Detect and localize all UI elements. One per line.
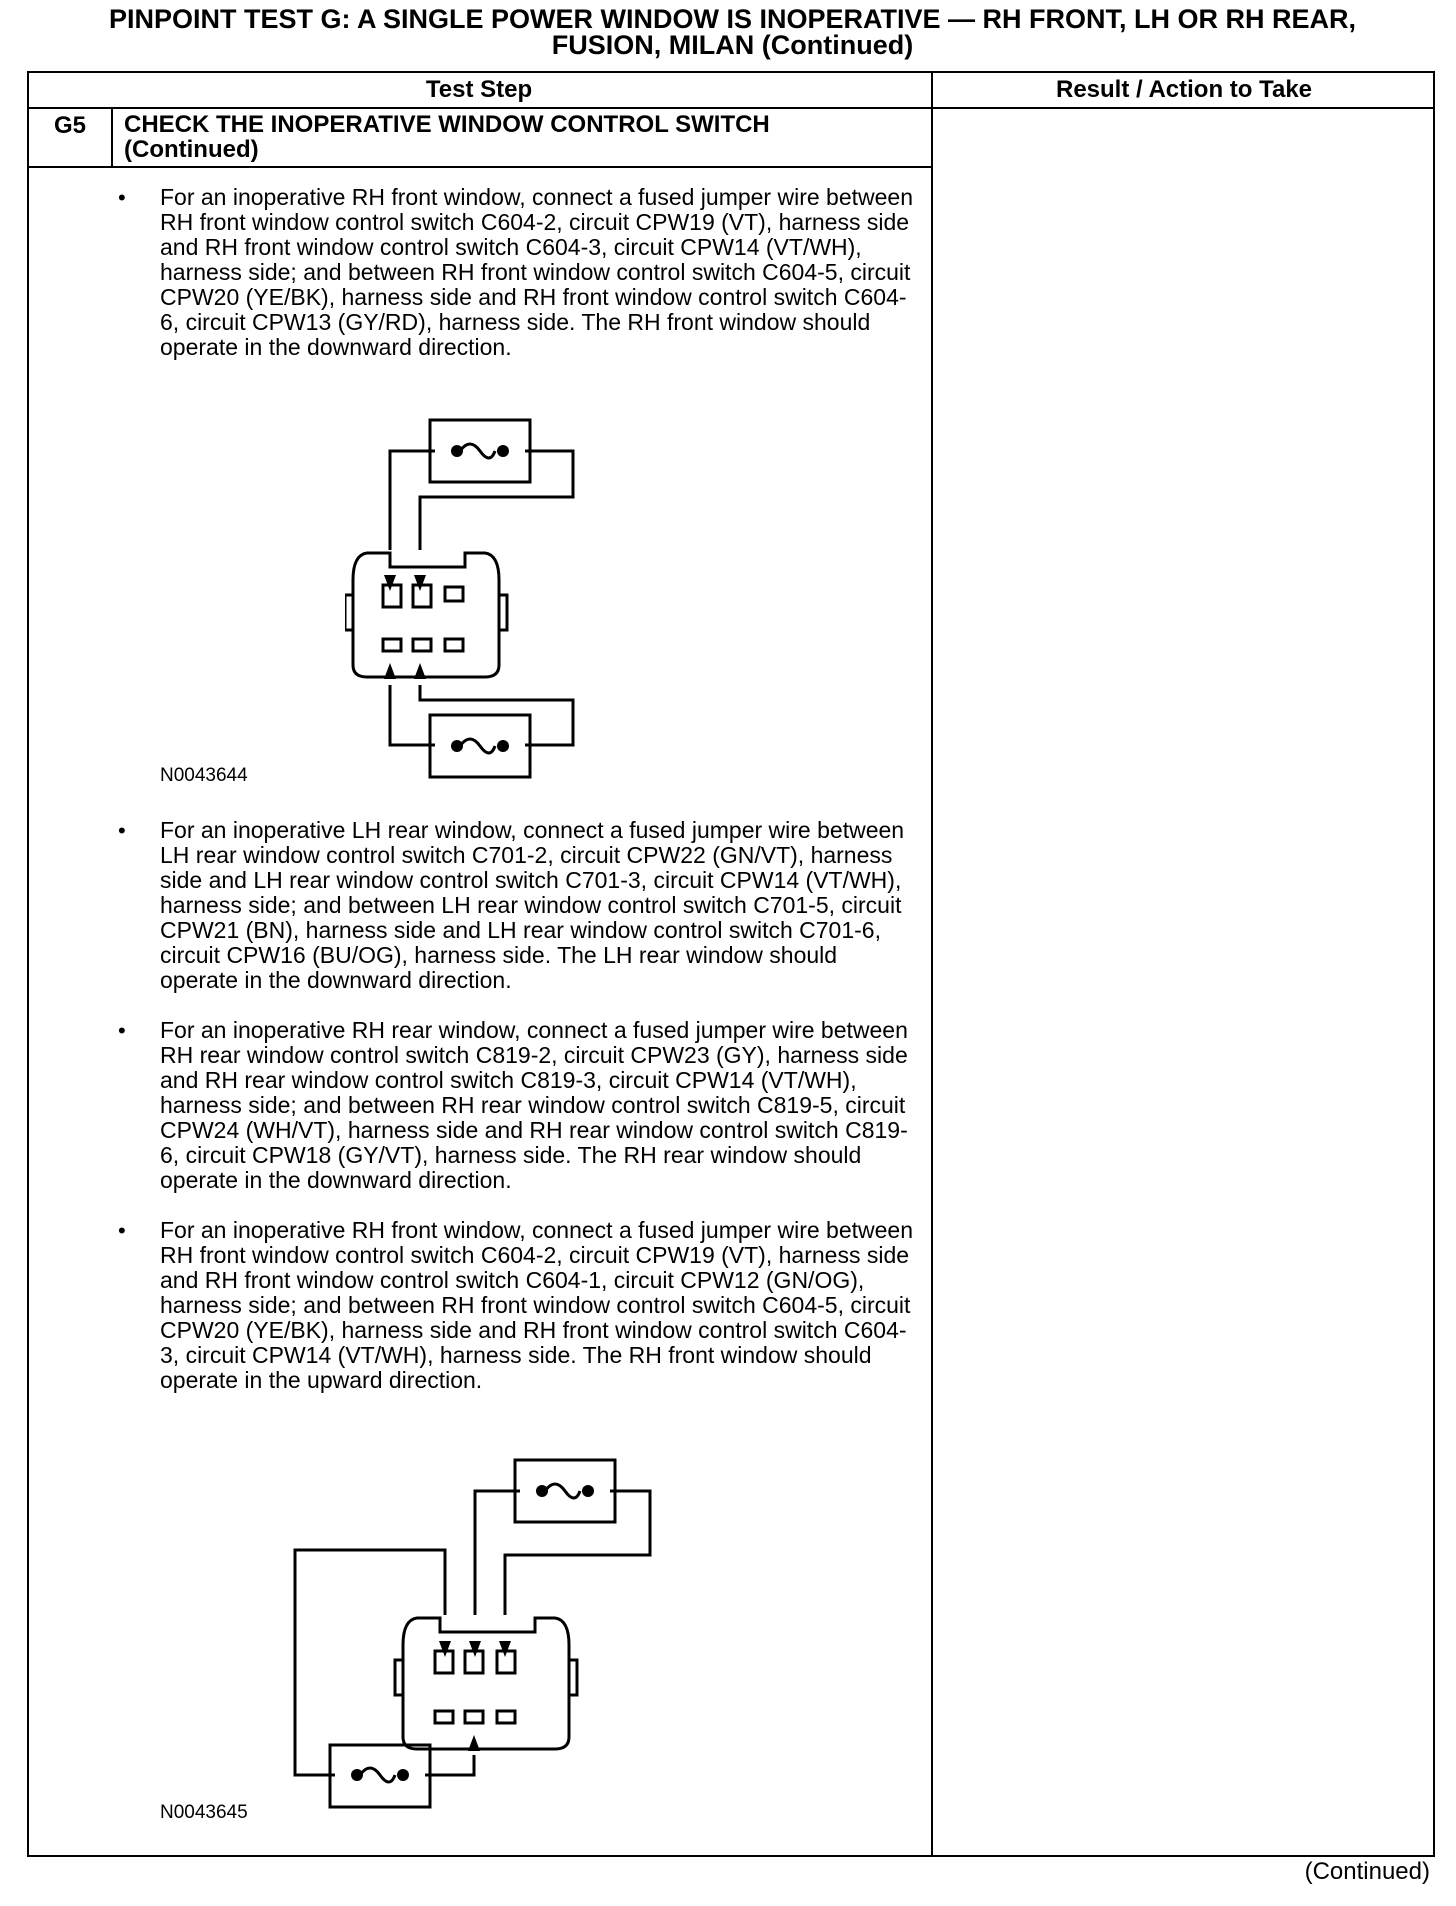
step-id-divider — [111, 107, 113, 167]
instruction-rh-rear-down: For an inoperative RH rear window, connect a fused jumper wire between RH rear window control switch C819-2, circuit CPW23 (GY), harness side and RH rear window control switch C819-3, circuit CPW14 (VT/WH), harness side; and between RH rear window control switch C819-5, circuit CPW24 (WH/VT), harness side and RH rear window control switch C819-6, circuit CPW18 (GY/VT), harness side. The RH rear window should operate in the downward direction. — [160, 1017, 908, 1193]
figure-1-id: N0043644 — [160, 765, 248, 786]
column-header-test-step: Test Step — [425, 76, 533, 103]
step-title — [124, 112, 770, 162]
figure-1-connector-diagram — [345, 415, 585, 785]
page-title-line-2: FUSION, MILAN (Continued) — [551, 30, 914, 60]
instruction-rh-front-up: For an inoperative RH front window, connect a fused jumper wire between RH front window control switch C604-2, circuit CPW19 (VT), harness side and RH front window control switch C604-1, circuit CPW12 (GN/OG), harness side; and between RH front window control switch C604-5, circuit CPW20 (YE/BK), harness side and RH front window control switch C604-3, circuit CPW14 (VT/WH), harness side. The RH front window should operate in the upward direction. — [160, 1217, 914, 1393]
bullet-marker: • — [118, 818, 126, 843]
header-divider — [27, 107, 1435, 109]
step-title-divider — [27, 166, 933, 168]
step-title-line-1: CHECK THE INOPERATIVE WINDOW CONTROL SWITCH — [124, 111, 770, 138]
instruction-lh-rear-down: For an inoperative LH rear window, connect a fused jumper wire between LH rear window control switch C701-2, circuit CPW22 (GN/VT), harness side and LH rear window control switch C701-3, circuit CPW14 (VT/WH), harness side; and between LH rear window control switch C701-5, circuit CPW21 (BN), harness side and LH rear window control switch C701-6, circuit CPW16 (BU/OG), harness side. The LH rear window should operate in the downward direction. — [160, 817, 905, 993]
bullet-marker: • — [118, 1018, 126, 1043]
column-header-result: Result / Action to Take — [1055, 76, 1313, 103]
step-id: G5 — [54, 112, 87, 139]
bullet-marker: • — [118, 1218, 126, 1243]
bullet-marker: • — [118, 185, 126, 210]
page-title — [30, 6, 1435, 58]
figure-2-connector-diagram — [285, 1455, 665, 1815]
figure-2-id: N0043645 — [160, 1802, 248, 1823]
continued-label: (Continued) — [1304, 1858, 1430, 1885]
page-title-line-1: PINPOINT TEST G: A SINGLE POWER WINDOW IS INOPERATIVE — RH FRONT, LH OR RH REAR, — [108, 4, 1357, 34]
instruction-rh-front-down: For an inoperative RH front window, connect a fused jumper wire between RH front window control switch C604-2, circuit CPW19 (VT), harness side and RH front window control switch C604-3, circuit CPW14 (VT/WH), harness side; and between RH front window control switch C604-5, circuit CPW20 (YE/BK), harness side and RH front window control switch C604-6, circuit CPW13 (GY/RD), harness side. The RH front window should operate in the downward direction. — [160, 184, 914, 360]
step-title-line-2: (Continued) — [124, 136, 259, 163]
column-divider — [931, 71, 933, 1857]
